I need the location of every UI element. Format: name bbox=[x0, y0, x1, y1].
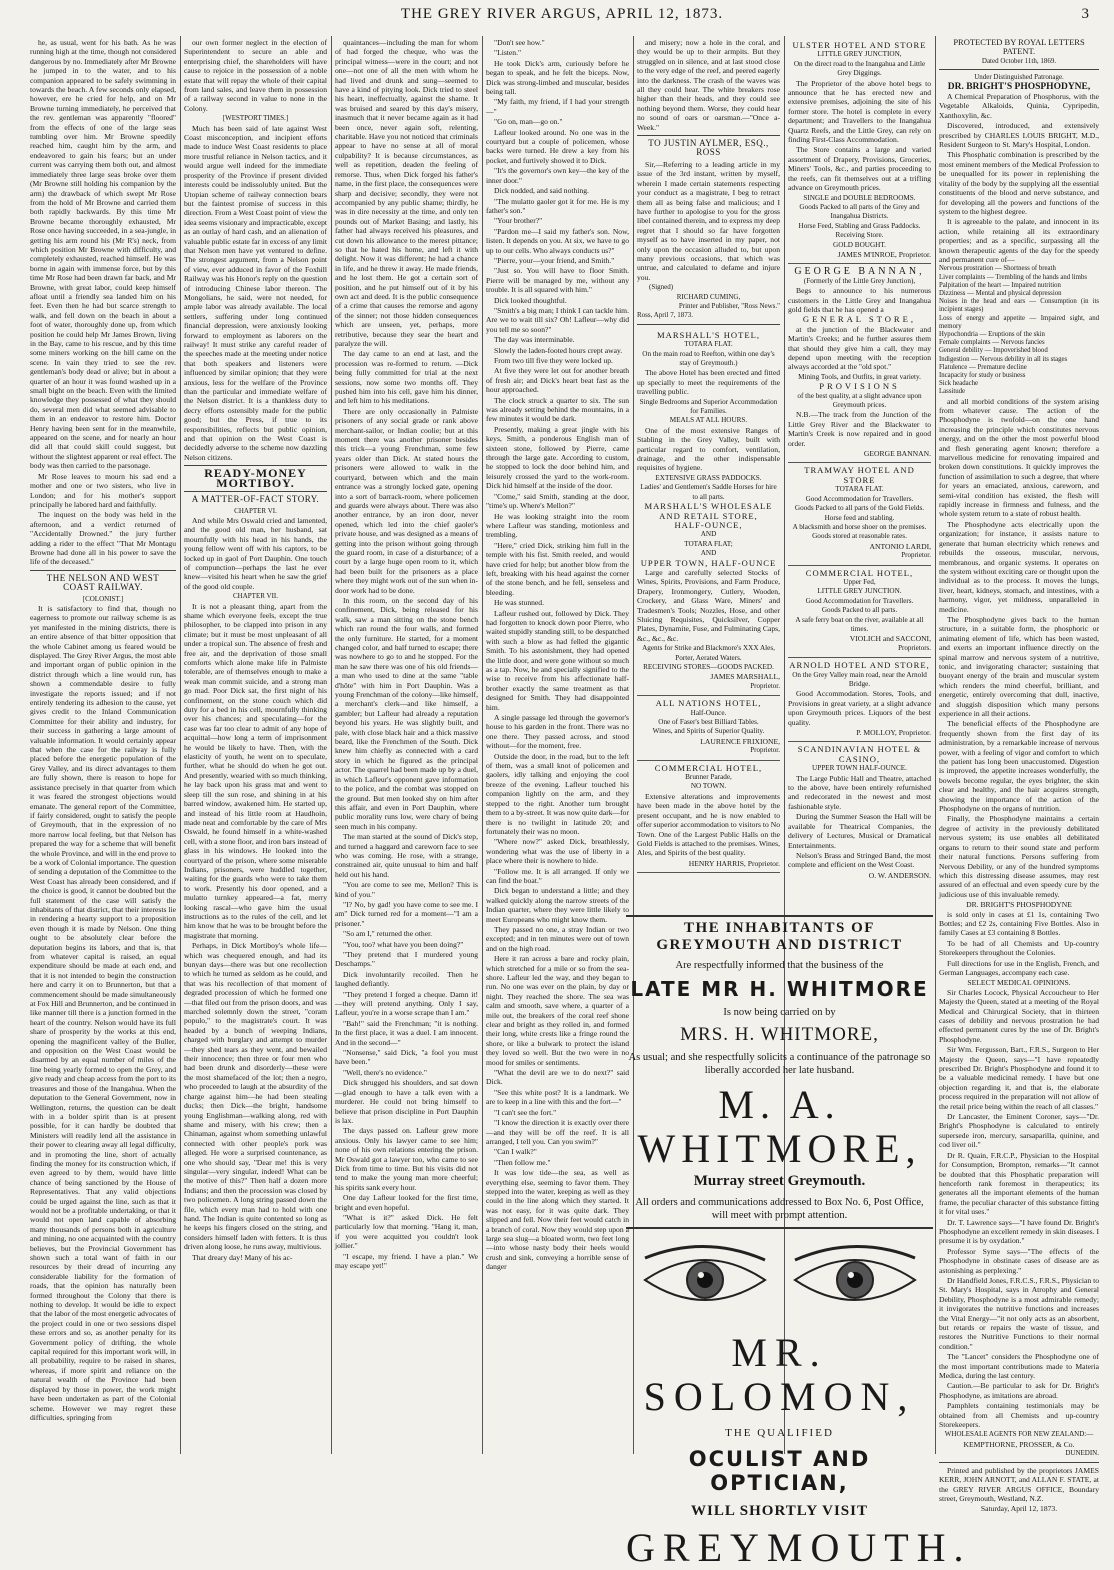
story-paragraph: "I know the direction it is exactly over there—and they will be off the reef. It is all arranged, I tell you. Can you swim?" bbox=[486, 1118, 629, 1146]
ad-line: RECEIVING STORES—GOODS PACKED. bbox=[643, 663, 774, 671]
story-paragraph: "What is it?" asked Dick. He felt particularly low that morning. "Hang it, man, if you were acquitted you couldn't look jollier." bbox=[335, 1212, 478, 1251]
ad-body: Pamphlets containing testimonials may be obtained from all Chemists and up-country Storekeepers. bbox=[939, 1401, 1099, 1430]
whitmore-line: As usual; and she respectfully solicits a continuance of the patronage so liberally accorded her late husband. bbox=[628, 1052, 931, 1076]
story-paragraph: Dick nodded, and said nothing. bbox=[494, 186, 589, 196]
ad-subtitle: LITTLE GREY JUNCTION, bbox=[817, 50, 902, 59]
ad-body: is sold only in cases at £1 1s, containing Two Bottles; and £2 2s, containing Five Bottles. Also in family Cases at £3 containing 8 Bottles. bbox=[939, 909, 1099, 938]
column-rule bbox=[180, 36, 181, 1454]
story-paragraph: "Pardon me—I said my father's son. Now, listen. It depends on you. At six, we have to go up to our cells. Who always conducts us?" bbox=[486, 226, 629, 255]
ad-body: One of the most extensive Ranges of Stabling in the Grey Valley, built with particular regard to comfort, ventilation, drainage, and the other indispensable requisites of hygiene. bbox=[637, 425, 780, 473]
ad-body: at the junction of the Blackwater and Martin's Creeks; and he further assures them that should they give him a call, they may depend upon meeting with the reception always accorded at the "old spot." bbox=[788, 324, 931, 372]
ad-proprietor: P. MOLLOY, Proprietor. bbox=[856, 728, 931, 738]
story-paragraph: Outside the door, in the road, but to the left of them, was a small knot of policemen and gaolers, idly talking and enjoying the cool breeze of the evening. Lafleur touched his companion lightly on the arm, and they stepped to the right. Another turn brought them to a by-street. It was now quite dark—for there is no twilight in latitude 20; and fortunately their was no moon. bbox=[486, 751, 629, 836]
story-paragraph: quaintances—including the man for whom of had forged the cheque, who was the principal witness—were in the court; and not one—not one of all the men with whom he had lived and drunk and sung—seemed to have a kind of pitying look. Dick tried to steel his heart, ineffectually, against the shame. It was bruised and seared by this day's misery, inasmuch that it never became again as it had been once, never again soft, relenting, charitable. Have you not noticed that criminals appear to have no sense at all of moral culpability? It is because circumstances, as well as repetition, deaden the feeling of remorse. Thus, when Dick forged his father's name, in the first place, the consequences were sharp and decisive; secondly, they were not accompanied by any public shame; thirdly, he was in dire necessity at the time, and only ten pounds out of Market Basing; and lastly, his father had always received his pleasures, and cut down his allowance to the merest pittance; so that he hated his home, and left it with delight. Now it was different; he had a chance in life, and he threw it away. He made friends, and he lost them. He got a certain sort of position, and he put himself out of it by his own act and deed. It is the public consequence of a crime that causes the remorse and agony of the sinner; not those hidden consequences which are unseen, yet, perhaps, more retributive, because they sear the heart and paralyze the will. bbox=[335, 38, 478, 348]
letter-signer: RICHARD CUMING, bbox=[676, 292, 741, 301]
page-number: 3 bbox=[1081, 6, 1090, 22]
ad-line: MARSHALL'S WHOLESALE AND RETAIL STORE, bbox=[644, 501, 773, 521]
ad-proprietor: JAMES MARSHALL, bbox=[710, 672, 780, 682]
story-paragraph: "They pretend that I murdered young Deschamps." bbox=[335, 950, 478, 969]
article-paragraph: The inquest on the body was held in the afternoon, and a verdict returned of "Accidentally Drowned." the jury further adding a rider to the effect "That Mr Montagu Browne had done all in his power to save the life of the deceased." bbox=[30, 510, 176, 567]
opinion-paragraph: Professor Syme says—"The effects of the Phosphodyne in obstinate cases of disease are as astonishing as perplexing." bbox=[939, 1246, 1099, 1275]
ad-line: Goods stored at reasonable rates. bbox=[812, 532, 907, 541]
story-paragraph: Dick shrugged his shoulders, and sat down—glad enough to have a talk even with a murderer. He could not bring himself to believe that prison discipline in Port Dauphin is lax. bbox=[335, 1078, 478, 1125]
ad-line: TOTARA FLAT; bbox=[684, 539, 733, 548]
story-paragraph: "Your brother?" bbox=[494, 216, 543, 226]
story-paragraph: From two till five they were locked up. bbox=[494, 356, 613, 365]
letter-body: Sir,—Referring to a leading article in my issue of the 3rd instant, written by myself, wherein I made certain statements respecting your conduct as a magistrate, I beg to retract them all as being false and malicious; and I have further to apologise to you for the gross libel contained therein, and to express my deep regret that I should so far have forgotten myself as to have inserted in my paper, not only upon the occasion alluded to, but upon many previous occasions, that which was untrue, and calculated to defame and injure you. bbox=[637, 159, 780, 282]
ad-line: Horse feed and stabling. bbox=[824, 513, 895, 522]
ad-body: During the Summer Season the Hall will be available for Theatrical Companies, the delivery of Lectures, Musical or Dramatical Entertainments. bbox=[788, 812, 931, 850]
masthead-title: THE GREY RIVER ARGUS, APRIL 12, 1873. bbox=[400, 6, 724, 22]
ad-proprietor: GEORGE BANNAN. bbox=[863, 449, 931, 459]
story-paragraph: Lafleur looked around. No one was in the courtyard but a couple of policemen, whose backs were turned. He drew a key from his pocket, and furtively showed it to Dick. bbox=[486, 127, 629, 165]
whitmore-name: M. A. WHITMORE, bbox=[637, 1082, 922, 1171]
story-paragraph: It was low tide—the sea, as well as everything else, seeming to favor them. They stepped into the water, keeping as well as they could in the line along which they started. It was not easy, for it was quite dark. They slipped and fell. Now their feet would catch in a branch of coral. Now they would step upon a large sea slug—a bloated worm, two feet long—into whose nasty body their heels would crush and sink, conveying a horrible sense of danger bbox=[486, 1168, 629, 1272]
ad-proprietor: LAURENCE FRIXIONE, bbox=[700, 736, 780, 746]
column-6 bbox=[788, 38, 931, 900]
ad-line: SINGLE and DOUBLE BEDROOMS. bbox=[803, 193, 916, 202]
ad-line: HALF-OUNCE, bbox=[674, 519, 743, 530]
patent-date: Dated October 11th, 1869. bbox=[981, 56, 1057, 65]
story-paragraph: "I escape, my friend. I have a plan." We may escape yet!" bbox=[335, 1251, 478, 1270]
patronage-line: Under Distinguished Patronage. bbox=[974, 73, 1064, 82]
divider bbox=[939, 1462, 1099, 1463]
solomon-visit: WILL SHORTLY VISIT bbox=[691, 1503, 868, 1519]
divider bbox=[626, 915, 933, 917]
column-2 bbox=[184, 38, 327, 1454]
story-paragraph: "You are come to see me, Mellon? This is kind of you." bbox=[335, 880, 478, 899]
story-paragraph: A single passage led through the governor's house to his garden in the front. There was no one there. They passed across, and stood without—for the moment, free. bbox=[486, 713, 629, 751]
ad-title: TRAMWAY HOTEL AND STORE bbox=[804, 465, 915, 485]
article-heading: THE NELSON AND WEST COAST RAILWAY. bbox=[46, 572, 160, 593]
ad-body: Full directions for use in the English, French, and German Languages, accompany each case. bbox=[939, 958, 1099, 977]
ad-subtitle: On the Grey Valley main road, near the Arnold Bridge. bbox=[792, 670, 927, 688]
ad-commercial-hotel-no-town bbox=[637, 761, 780, 873]
ad-body: and all morbid conditions of the system arising from whatever cause. The action of the Phosphodyne is twofold—on the one hand increasing the principle which constitutes nervous energy, and on the other the most powerful blood and flesh generating agent known; therefore a marvellous medicine for renovating impaired and broken down constitutions. It quickly improves the function of assimilation to such a degree, that where for years an emaciated, anxious, careworn, and semi-vital condition has existed, the flesh will rapidly increase in firmness and fulness, and the whole system return to a state of robust health. bbox=[939, 396, 1099, 519]
story-paragraph: "So am I," returned the other. bbox=[343, 929, 433, 939]
product-subtitle: DR. BRIGHT'S PHOSPHODYNE bbox=[966, 900, 1072, 910]
story-paragraph: "You, too? what have you been doing?" bbox=[343, 939, 464, 949]
story-paragraph: Here it ran across a bare and rocky plain, which stretched for a mile or so from the sea-shore. Lafleur led the way, and they began to run. No one was ever on the plain, by day or night. They reached the shore. The sea was calm and smooth, save where, a quarter of a mile out, the breakers of the coral reef shone clear and bright as they rolled in, and formed their long, white crests like a fringe round the shore, or like a bulwark to protect the island they loved so well. But the two were in no mood for smiles or sentiments. bbox=[486, 954, 629, 1067]
ailment-item: Incapacity for study or business bbox=[939, 371, 1026, 379]
ad-body: Extensive alterations and improvements have been made in the above hotel by the present occupant, and he is now enabled to offer superior accommodation to visitors to No Town. One of the Largest Public Halls on the Gold Fields is attached to the premises. Wines, Ales, and Spirits of the best quality. bbox=[637, 791, 780, 858]
story-paragraph: Dick looked thoughtful. bbox=[494, 295, 567, 305]
story-paragraph: At five they were let out for another breath of fresh air; and Dick's heart beat fast as the hour approached. bbox=[486, 366, 629, 395]
article-paragraph: he, as usual, went for his bath. As he was running high at the time, though not considered dangerous by no. Immediately after Mr Browne he jumped in to the water, and to his companion appeared to be safely swimming in towards the beach. A few seconds only elapsed, however, ere he cried for help, and on Mr Browne turning immediately, he perceived that the rev. gentleman was apparently "floored" from the effects of one of the large seas tumbling over him. Mr Browne speedily reached him, caught him by the arm, and endeavored to gain his fears; but an under current was carrying them both out, and almost immediately three large seas broke over them (Mr Browne still holding his companion by the arm) the drawback of which swept Mr Rose from the hold of Mr Browne and carried them both rapidly backwards. By this time Mr Browne became thoroughly exhausted, Mr Rose once having succeeded, in a sea-jungle, in getting his arm round his (Mr R's) neck, from which position Mr Browne with difficulty, and completely exhausted, reached himself. He was borne in again with immense force, but by this time Mr Rose had been drawn far back, and Mr Browne, with great labor, could keep himself afloat until a friendly sea landed him on his feet. Even then he had but scarce strength to walk, and fell down on the beach in about a foot of water, thoroughly done up, from which position he could help Mr James Brown, living in the Bay, came to his rescue, and by this time some miners working on the hill came on the scene. In vain they tried to see the rev. gentleman's body dead or alive; but in about a quarter of an hour it was found washed up in a small bight on the beach. Even with the limited knowledge they possessed of what they should do, several men did what seemed advisable to them in an endeavor to restore him. Doctor Henry having been sent for in the meanwhile, appeared on the scene, and for nearly an hour did all that could skill could suggest, but without the slightest apparent or real effect. The body was then carried to the parsonage. bbox=[30, 38, 176, 471]
ad-subtitle: NO TOWN. bbox=[690, 782, 727, 791]
ailment-item: Flatulence — Premature decline bbox=[939, 363, 1027, 371]
chapter-heading: CHAPTER VI. bbox=[234, 506, 277, 515]
letter-signer-title: Printer and Publisher, "Ross News." bbox=[678, 301, 780, 310]
story-paragraph: The day came to an end at last, and the procession was re-formed to return. —Dick being fully committed for trial at the next sessions, now some two months off. They pushed him into his cell, gave him his dinner, and left him to his meditations. bbox=[335, 349, 478, 406]
whitmore-line: All orders and communications addressed to Box No. 6, Post Office, will meet with prompt attention. bbox=[635, 1197, 924, 1221]
ad-body: To be had of all Chemists and Up-country Storekeepers throughout the Colonies. bbox=[939, 938, 1099, 958]
ailment-list bbox=[939, 265, 1099, 396]
column-rule bbox=[331, 36, 332, 1454]
column-1 bbox=[30, 38, 176, 1454]
ad-line: GOLD BOUGHT. bbox=[833, 240, 886, 249]
article-paragraph: Mr Rose leaves to mourn his sad end a mother and one or two sisters, who live in London; and for his mother's support principally he labored hard and faithfully. bbox=[30, 471, 176, 509]
ad-line: Good Accommodation for Travellers. bbox=[805, 596, 914, 605]
ad-line: One of Faser's best Billiard Tables. bbox=[658, 718, 759, 727]
ad-body: N.B.—The track from the Junction of the Little Grey River and the Blackwater to Martin's Creek is now repaired and in good order. bbox=[788, 410, 931, 448]
product-title: DR. BRIGHT'S PHOSPHODYNE, bbox=[947, 81, 1091, 92]
ad-line: UPPER TOWN, HALF-OUNCE bbox=[640, 557, 777, 568]
ad-title: SCANDINAVIAN HOTEL & CASINO, bbox=[797, 744, 922, 764]
column-3 bbox=[335, 38, 478, 1454]
divider bbox=[939, 69, 1099, 70]
story-paragraph: The man started at the sound of Dick's step, and turned a haggard and careworn face to see who was coming. He rose, with a strange, constrained air, quite unusual to him and half held out his hand. bbox=[335, 832, 478, 879]
ad-scandinavian-hotel bbox=[788, 742, 931, 884]
ad-proprietor: O. W. ANDERSON. bbox=[868, 870, 931, 880]
story-paragraph: The clock struck a quarter to six. The sun was already setting behind the mountains, in a few minutes it would be dark. bbox=[486, 395, 629, 424]
ailment-item: Female complaints — Nervous fancies bbox=[939, 339, 1045, 347]
story-paragraph: "They pretend I forged a cheque. Damn it!—they will pretend anything. Only I say, Lafleur, you're in a worse scrape than I am." bbox=[335, 989, 478, 1018]
story-paragraph: He was stunned. bbox=[494, 598, 544, 608]
ailment-item: Noises in the head and ears — Consumption (in its incipient stages) bbox=[939, 298, 1099, 314]
story-paragraph: Dick involuntarily recoiled. Then he laughed defiantly. bbox=[335, 969, 478, 989]
solomon-qualified: THE QUALIFIED bbox=[725, 1427, 834, 1439]
letter-signed: (Signed) bbox=[649, 283, 674, 292]
ad-line: of the best quality, at a slight advance upon Greymouth prices. bbox=[797, 391, 922, 410]
ad-subtitle: TOTARA FLAT. bbox=[835, 485, 884, 494]
story-subtitle: A MATTER-OF-FACT STORY. bbox=[191, 494, 320, 505]
whitmore-late: LATE MR H. WHITMORE bbox=[630, 977, 929, 1001]
story-paragraph: "Don't see how." bbox=[494, 38, 545, 47]
story-paragraph: In this room, on the second day of his confinement, Dick, being released for his walk, saw a man sitting on the stone bench which ran round the four walls, and formed the only furniture. He started, for a moment changed color, and half turned to escape; there was nowhere to go to and he stopped. For the man he saw there was one of his old friends—a man who used to dine at the same "table d'hôte" with him in Port Dauphin. Was a young Frenchman of the colony—like himself, a merchant's clerk—and like himself, a gambler; but Lafleur had already a reputation beyond his years. He was slightly built, and pale, with close black hair and a thick massive beard, like the Frenchmen of the South. Dick knew him chiefly as connected with a card story in which he figured as the principal actor. The quarrel had been made up by a duel, in which Lafleur's opponent gave information to the police, and the combat was stopped on the ground. But men looked shy on him after this affair, and even in Port Dauphin, where public morality runs low, were chary of being seen much in his company. bbox=[335, 595, 478, 831]
column-7 bbox=[939, 37, 1099, 1514]
ailment-item: Lassitude bbox=[939, 388, 966, 396]
story-paragraph: "The mulatto gaoler got it for me. He is my father's son." bbox=[486, 196, 629, 215]
story-paragraph: Presently, making a great jingle with his keys, Smith, a ponderous English man of sixteen stone, followed by Pierre, came through the large gate. According to custom, he stopped to lock the door behind him, and leisurely crossed the yard to the work-room. Dick hid himself at the inside of the door. bbox=[486, 424, 629, 491]
opinion-paragraph: Dr. T. Lawrence says—"I have found Dr. Bright's Phosphodyne an excellent remedy in skin diseases. I presume it is by oxydation." bbox=[939, 1217, 1099, 1246]
ad-subtitle: Brunner Parade, bbox=[685, 773, 732, 782]
opinion-paragraph: Dr Handfield Jones, F.R.C.S., F.R.S., Physician to St. Mary's Hospital, says in Atrophy and General Debility, Phosphodyne is a most admirable remedy; it invigorates the nutritive functions and increases the Vital Energy—"it not only acts as an absorbent, but retards or repairs the waste of tissue, and restores the Nutritive Functions to their normal condition." bbox=[939, 1275, 1099, 1351]
ad-arnold-hotel bbox=[788, 658, 931, 742]
letter-heading: TO JUSTIN AYLMER, ESQ., ROSS bbox=[648, 138, 769, 158]
ad-proprietor-title: Proprietor. bbox=[901, 551, 931, 560]
ailment-item: Hypochondria — Eruptions of the skin bbox=[939, 330, 1045, 338]
story-paragraph: He was looking straight into the room where Lafleur was standing, motionless and trembling. bbox=[486, 511, 629, 540]
story-paragraph: That dreary day! Many of his ac- bbox=[192, 1252, 293, 1262]
patent-heading: PROTECTED BY ROYAL LETTERS PATENT. bbox=[953, 37, 1085, 57]
ad-title: ARNOLD HOTEL AND STORE, bbox=[789, 660, 930, 671]
ad-line: Good Accommodation for Travellers. bbox=[805, 494, 914, 503]
story-paragraph: Dick began to understand a little; and they walked quickly along the narrow streets of the Indian quarter, where they were little likely to meet Europeans who might know them. bbox=[486, 886, 629, 924]
opinion-paragraph: Sir Wm. Fergusson, Bart., F.R.S., Surgeon to Her Majesty the Queen, says—"I have repeatedly prescribed Dr. Bright's Phosphodyne and found it to be a valuable medicinal remedy. I have but one objection regarding it, and that is, the elaborate process required in the preparation will not allow of the retail price being within the reach of all classes." bbox=[939, 1045, 1099, 1111]
column-rule bbox=[935, 36, 936, 1454]
ailment-item: Liver complaints — Trembling of the hands and limbs bbox=[939, 273, 1088, 281]
ad-subtitle: UPPER TOWN HALF-OUNCE. bbox=[812, 764, 907, 773]
whitmore-heading: THE INHABITANTS OF GREYMOUTH AND DISTRICT bbox=[656, 920, 903, 953]
article-source: [COLONIST.] bbox=[82, 594, 124, 603]
ad-line: On the main road to Reefton, within one day's stay of Greymouth.) bbox=[642, 349, 775, 367]
ad-body: The Proprietor of the above hotel begs to announce that he has erected new and extensive premises, adjoining the site of his former store. The hotel is complete in every department; and Travellers to the Inangahua Quartz Reefs, and the Little Grey, can rely on finding First-Class Accommodation. bbox=[788, 78, 931, 145]
agents-city: DUNEDIN. bbox=[1065, 1449, 1099, 1458]
ad-body: The beneficial effects of the Phosphodyne are frequently shown from the first day of its administration, by a remarkable increase of nervous power, with a feeling of vigor and comfort to which the patient has long been unaccustomed. Digestion is improved, the appetite increases wonderfully, the bowels become regular, the eyes brighter, the skin clear and healthy, and the hair acquires strength, showing the importance of the action of the Phosphodyne on the organs of nutrition. bbox=[939, 719, 1099, 814]
ad-tramway-hotel bbox=[788, 463, 931, 565]
ad-line: AND bbox=[700, 549, 717, 558]
ad-body: The above Hotel has been erected and fitted up specially to meet the requirements of the travelling public. bbox=[637, 368, 780, 397]
ailment-item: General debility — Impoverished blood bbox=[939, 347, 1048, 355]
story-paragraph: They passed no one, a stray Indian or two excepted; and in ten minutes were out of town and on the high road. bbox=[486, 924, 629, 953]
ad-george-bannan bbox=[788, 264, 931, 463]
ad-body: It is agreeable to the palate, and innocent in its action, while retaining all its extraordinary properties; and as a specific, surpassing all the known therapeutic agents of the day for the speedy and permanent cure of— bbox=[939, 217, 1099, 264]
whitmore-mrs: MRS. H. WHITMORE, bbox=[680, 1024, 879, 1045]
opinions-heading: SELECT MEDICAL OPINIONS. bbox=[967, 978, 1071, 988]
divider bbox=[184, 491, 327, 492]
article-paragraph: It is satisfactory to find that, though no eagerness to promote our railway scheme is as yet manifested in the mining districts, there is an entire absence of that bitter opposition that the whole Cabinet among us feared would be displayed. The Grey River Argus, the most able and important organ of public opinion in the district through which a line would run, has shown a commendable desire to fully investigate the reports issued; and if not entirely tendering its adhesion to the cause, yet gives credit to the Inland Communication Committee for their ability and industry, for their success in gathering a large amount of valuable information. It would certainly appear that when the case for the railway is fully placed before the energetic population of the Grey Valley, and its direct advantages to them are fully shown, there is reason to hope for assistance precisely in that quarter from which it was feared the strongest objections would emanate. The general report of the Committee, if fairly considered, ought to satisfy the people of Greymouth, that in the expression of no more narrow local feeling, but that Nelson has prepared the way for a scheme that will benefit the whole Province, and will in the end prove to be a work of Colonial importance. The question of sending a deputation of the Committee to the West Coast has already been considered, and if the choice is good, it cannot be doubted but the full statement of the case will satisfy the inhabitants of that district, that their interests lie in rendering a hearty support to a proposition even though it is made by Nelson. One thing ought to be absolutely clear before the deputation begins its labors, and that is, that from whatever capital is raised, an equal expenditure should be made at each end, and that it is not intended to begin the construction here and carry it on to Brunnerton, but that a commencement should be made simultaneously at Fox Hill and Brunnerton, and be continued in like manner till there is a junction formed in the heart of the country. Nelson would have its full share of prosperity by the works at this end, opening the magnificent valley of the Buller, and opposition on the West Coast would be disarmed by an equal number of miles of the line being yearly formed to open the Grey, and give ready and cheap access from the port to its treasures and those of the Inangahua. When the deputation to the General Government, now in Wellington, returns, the question can be dealt with in a bolder spirit than is at present possible, for it can hardly be doubted that Ministers will readily lend all the assistance in their power to clearing away all legal difficulty, and in promoting the line, short of actually finding the money for its construction which, if even agreed to by them, would have little chance of being sanctioned by the House of Representatives. That any valid objections could be urged against the line, such as that it would not be a profitable undertaking, or that it would not open land capable of absorbing many thousands of persons both in agriculture and mining, no one acquainted with the country believes, but the Provincial Government has shown such a total want of faith in our resources by their dread of incurring any considerable liability for the formation of roads, that the opinion has naturally been formed throughout the Colony that there is nothing to develop. It would be idle to expect that the labor of the most energetic advocates of the project could in one or two sessions dispel these errors and so, as another penalty for its Government policy of drifting, the whole capital required for this important work will, in all probability, require to be raised in shares, whereas, if more spirit and reliance on the natural wealth of the Province had been displayed by those in power, the work might have been undertaken as part of the Colonial scheme. However we may regret these difficulties, springing from bbox=[30, 603, 176, 1422]
story-paragraph: "It's the governor's own key—the key of the inner door." bbox=[486, 166, 629, 185]
story-paragraph: He took Dick's arm, curiously before he began to speak, and he felt the biceps. Now, Dick was strong-limbed and muscular, besides being tall. bbox=[486, 58, 629, 97]
story-title: READY-MONEY MORTIBOY. bbox=[204, 466, 307, 490]
ad-marshalls-hotel bbox=[637, 328, 780, 696]
ad-subtitle: Half-Ounce. bbox=[690, 708, 727, 717]
ad-line: GENERAL STORE, bbox=[802, 314, 917, 325]
story-paragraph: "Bah!" said the Frenchman; "it is nothing. In the first place, it was a duel. I am innocent. And in the second—" bbox=[335, 1018, 478, 1047]
divider bbox=[30, 570, 176, 571]
ad-line: Goods Packed to all parts of the Grey and Inangahua Districts. bbox=[799, 202, 920, 221]
ad-line: Wines, and Spirits of Superior Quality. bbox=[652, 727, 765, 736]
ad-proprietor: JAMES M'INROE, Proprietor. bbox=[837, 249, 931, 259]
ad-commercial-hotel-upper-fed bbox=[788, 566, 931, 659]
ad-subtitle: (Formerly of the Little Grey Junction), bbox=[803, 276, 916, 285]
ad-line: MEALS AT ALL HOURS. bbox=[669, 416, 748, 425]
agents-name: KEMPTHORNE, PROSSER, & Co. bbox=[963, 1439, 1075, 1449]
ad-body: The Large Public Hall and Theatre, attached to the above, have been entirely refurnished and redecorated in the newest and most fashionable style. bbox=[788, 773, 931, 811]
whitmore-solomon-ad bbox=[626, 912, 972, 1570]
story-paragraph: The days passed on. Lafleur grew more anxious. Only his lawyer came to see him; none of his own relations entering the prison. Mr Oswald got a lawyer too, who came to see Dick from time to time. But his visits did not tend to make the young man more cheerful; his spirits sank every hour. bbox=[335, 1126, 478, 1192]
solomon-profession: OCULIST AND OPTICIAN, bbox=[688, 1447, 871, 1495]
chapter-heading: CHAPTER VII. bbox=[233, 592, 278, 601]
whitmore-line: Are respectfully informed that the business of the bbox=[675, 960, 884, 971]
story-paragraph: Slowly the laden-footed hours crept away. bbox=[494, 345, 623, 355]
story-paragraph: "Pierre, your—your friend, and Smith." bbox=[494, 255, 615, 265]
ad-ulster-hotel bbox=[788, 38, 931, 264]
opinion-paragraph: Dr R. Quain, F.R.C.P., Physician to the Hospital for Consumption, Brompton, remarks—"It cannot be doubted that this Phosphatic preparation will henceforth rank foremost in therapeutics; its generates all the important elements of the human frame, the peculiar character of this substance fitting it for vital uses." bbox=[939, 1150, 1099, 1217]
story-paragraph: "Follow me. It is all arranged. If only we can find the boat." bbox=[486, 866, 629, 885]
opinion-paragraph: The "Lancet" considers the Phosphodyne one of the most important contributions made to Materia Medica, during the last century. bbox=[939, 1352, 1099, 1381]
story-paragraph: "What the devil are we to do next?" said Dick. bbox=[486, 1068, 629, 1087]
story-paragraph: "Come," said Smith, standing at the door, "time's up. Where's Mellon?" bbox=[486, 491, 629, 511]
ad-line: Single Bedrooms and Superior Accommodation for Families. bbox=[639, 397, 778, 416]
ad-line: Goods Packed to all parts of the Gold Fields. bbox=[794, 504, 925, 513]
story-paragraph: "Can I walk?" bbox=[494, 1147, 537, 1157]
story-paragraph: "Here," cried Dick, striking him full in the temple with his fist. Smith reeled, and would have cried for help; but another blow from the left, breaking with his head against the corner of the stone bench, and he fell, senseless and bleeding. bbox=[486, 540, 629, 597]
story-paragraph: "Smith's a big man; I think I can tackle him. Are we to wait till six? Oh! Lafleur—why did you tell me so soon?" bbox=[486, 305, 629, 334]
ad-line: Mining Tools, and Outfits, in great variety. bbox=[798, 372, 921, 381]
ad-proprietor: ANTONIO LARDI, bbox=[869, 541, 931, 551]
caution-paragraph: Caution.—Be particular to ask for Dr. Bright's Phosphodyne, as imitations are abroad. bbox=[939, 1381, 1099, 1400]
story-paragraph: And while Mrs Oswald cried and lamented, and the good old man, her husband, sat mournfully with his head in his hands, the young fellow went off with his captors, to be locked up in gaol of Port Dauphin. One touch of compunction—perhaps the last he ever knew—visited his heart when he saw the grief of the good old couple. bbox=[184, 515, 327, 591]
opinion-paragraph: Dr Lancaster, the Eminent Coroner, says—"Dr. Bright's Phosphodyne is calculated to entirely supersede iron, mercury, sarsaparilla, quinine, and cod liver oil." bbox=[939, 1112, 1099, 1150]
ad-body: The Phosphodyne gives back to the human structure, in a suitable form, the phosphoric or animating element of life, which has been wasted, and exerts an important influence directly on the spinal marrow and nervous system of a nutritive, tonic, and invigorating character; sustaining that buoyant energy of the brain and muscular system which renders the mind cheerful, brilliant, and energetic, entirely overcoming that dull, inactive, and sluggish disposition which many persons experience in all their actions. bbox=[939, 614, 1099, 718]
ad-proprietor: VIOLICH and SACCONI, bbox=[849, 634, 931, 644]
imprint: Printed and published by the proprietors JAMES KERR, JOHN ARNOTT, and ALLAN F. STATE, at the GREY RIVER ARGUS OFFICE, Boundary street, Greymouth, Westland, N.Z. bbox=[939, 1465, 1099, 1503]
ad-body: Large and carefully selected Stocks of Wines, Spirits, Provisions, and Farm Produce, Drapery, Ironmongery, Cutlery, Wooden, Crockery, and Glass Ware, Miners' and Tradesmen's Tools; Nozzles, Hose, and other Sluicing Requisites, Quicksilver, Copper Plates, Dynamite, Fuse, and Fulminating Caps, &c., &c., &c. bbox=[637, 567, 780, 643]
ad-body: This Phosphatic combination is prescribed by the most eminent members of the Medical Profession to be unequalled for its power in replenishing the vitality of the body by the supplying all the essential constituents of the blood and nerve substance, and for developing all the powers and functions of the system to the highest degree. bbox=[939, 150, 1099, 216]
article-source: [WESTPORT TIMES.] bbox=[222, 114, 289, 123]
ad-subtitle: LITTLE GREY JUNCTION. bbox=[817, 587, 902, 596]
article-paragraph: Much has been said of late against West Coast misconception, and incipient efforts made to induce West Coast residents to place more trustful reliance in Nelson tactics, and it would argue well indeed for the immediate prosperity of the Province if present divided interests could be indissolubly united. But the Utopian scheme of railway connection bears but the faintest promise of success in this direction. From a West Coast point of view the idea seems visionary and impracticable, except as an outlay of hard cash, and an alienation of valuable public estate far in excess of any limit that Nelson men have yet ventured to define. The strongest argument, from a Nelson point of view, ever adduced in favor of the Foxhill Railway was his Honor's reply on the question of introducing Chinese labor thereon. The Mongolians, he said, were not needed, for ample labor was already available. The local settlers, suffering under long continued financial depression, were anxiously looking forward to employment as laborers on the railway! It must strike any careful reader of the speeches made at the meeting under notice that both speakers and listeners were influenced by similar opinion; that they were anxious, less for the welfare of the Province than the particular and immediate welfare of the Nelson district. It is a thankless duty to decry efforts ostensibly made for the public good; but the Press, if true to its responsibilities, reflects but public opinion, and that opinion on the West Coast is decidedly adverse to the scheme now dazzling Nelson citizens. bbox=[184, 123, 327, 462]
ad-line: AND bbox=[700, 530, 717, 539]
story-paragraph: Perhaps, in Dick Mortiboy's whole life—which was chequered enough, and had its bunyan days—there was but one recollection to which he turned as seldom as he could, and that was his recollection of that moment of degraded procession of which he formed one—that filed out from the prison doors, and was marched solemnly down the street, "coram populo," to the magistrate's court. It was headed by a bunch of weeping Indians, charged with burglary and attempt to murder—they shed tears as they went, and bewailed their innocence; then three or four men who had been drunk and disorderly—these were the most shamefaced of the lot; then a negro, who proceeded to laugh at the absurdity of the charge against him—he had been stealing ducks; then Dick—the bright, handsome young Englishman—walking along, red with shame and misery, with his crew; then a Chinaman, against whom something unlawful connected with other people's pork was alleged. He wore a surprised countenance, as one who should say, "Dear me! this is very singular—very singular, indeed! What can be the motive of this?" Then half a dozen more Indians; and then the procession was closed by two policemen. A long string passed down the file, which every man had to hold with one hand. The Indian is quite contented so long as he keeps his fingers closed on the string, and considers himself laden with fetters. It is thus driven along loose, he runs away, multivious. bbox=[184, 941, 327, 1252]
ailment-item: Nervous prostration — Shortness of breath bbox=[939, 265, 1056, 273]
ad-proprietor: HENRY HARRIS, Proprietor. bbox=[688, 858, 780, 868]
solomon-name: MR. SOLOMON, bbox=[643, 1330, 916, 1419]
story-paragraph: "I? No, by gad! you have come to see me. I am" Dick turned red for a moment—"I am a prisoner." bbox=[335, 899, 478, 928]
ad-title: ALL NATIONS HOTEL, bbox=[655, 698, 762, 709]
story-paragraph: "Go on, man—go on." bbox=[494, 117, 563, 127]
story-paragraph: "See this white post? It is a landmark. We are to keep in a line with this and the fort—" bbox=[486, 1087, 629, 1107]
solomon-town: GREYMOUTH. bbox=[626, 1525, 972, 1570]
ad-line: Agents for Strike and Blackmore's XXX Ales, Porter, Aerated Waters. bbox=[642, 644, 775, 662]
ad-subtitle: Upper Fed, bbox=[843, 577, 876, 586]
ad-title: COMMERCIAL HOTEL, bbox=[654, 762, 763, 773]
ailment-item: Palpitation of the heart — Impaired nutrition bbox=[939, 281, 1061, 289]
story-paragraph: "Nonsense," said Dick, "a fool you must have been." bbox=[335, 1048, 478, 1067]
ad-proprietor-title: Proprietors. bbox=[898, 643, 931, 652]
story-paragraph: "Well, there's no evidence." bbox=[343, 1067, 427, 1077]
eyes-illustration bbox=[635, 1240, 925, 1320]
ad-proprietor-title: Proprietor. bbox=[750, 681, 780, 690]
ad-line: A safe ferry boat on the river, available at all times. bbox=[795, 615, 924, 633]
ad-line: Horse Feed, Stabling and Grass Paddocks. Receiving Store. bbox=[798, 221, 921, 240]
story-paragraph: One day Lafleur looked for the first time, bright and even hopeful. bbox=[335, 1193, 478, 1212]
ad-line: Ladies' and Gentlemen's Saddle Horses for hire to all parts. bbox=[640, 483, 777, 501]
story-paragraph: "I can't see the fort." bbox=[494, 1107, 557, 1117]
story-paragraph: and misery; now a hole in the coral, and they would be up to their armpits. But they struggled on in silence, and at last stood close to the very edge of the reef, and peered eagerly into the darkness. The crash of the waves was all they could hear. The white breakers rose higher than their heads, and they could see nothing beyond them. Worse, they could hear no sound of oars or oarsman.—"Once a-Week." bbox=[637, 38, 780, 132]
ad-body: Good Accommodation. Stores, Tools, and Provisions in great variety, at a slight advance upon Greymouth prices. Liquors of the best quality. bbox=[788, 689, 931, 727]
ailment-item: Dizziness — Mental and physical depression bbox=[939, 289, 1062, 297]
ad-body: The Store contains a large and varied assortment of Drapery, Provisions, Groceries, Miners' Tools, &c., and parties proceeding to the reefs, can fit themselves out at a trifling advance on Greymouth prices. bbox=[788, 145, 931, 193]
ad-title: COMMERCIAL HOTEL, bbox=[805, 567, 914, 578]
masthead bbox=[30, 6, 1094, 32]
story-paragraph: "Listen." bbox=[494, 48, 522, 58]
story-paragraph: Lafleur rushed out, followed by Dick. They had forgotten to knock down poor Pierre, who waited stupidly standing still, to be despatched with such a blow as had felled the gigantic Smith. To his astonishment, they had opened the little door, and were gone without so much as a tap. Now, he and specially signified to the wise to receive from his affectionate half-brother exactly the same treatment as that designed for Smith. They had disappointed him. bbox=[486, 608, 629, 712]
ad-line: PROVISIONS bbox=[819, 381, 900, 392]
story-paragraph: The day was interminable. bbox=[494, 335, 575, 345]
divider bbox=[626, 1227, 933, 1229]
story-paragraph: "My faith, my friend, if I had your strength—" bbox=[486, 97, 629, 116]
letter-date: Ross, April 7, 1873. bbox=[637, 311, 694, 320]
ailment-item: Indigestion — Nervous debility in all its stages bbox=[939, 355, 1068, 363]
ad-proprietor-title: Proprietor. bbox=[750, 746, 780, 755]
column-5 bbox=[637, 38, 780, 900]
ad-body: Discovered, introduced, and extensively prescribed by CHARLES LOUIS BRIGHT, M.D., Resident Surgeon to St. Mary's Hospital, London. bbox=[939, 121, 1099, 150]
story-paragraph: "Then follow me." bbox=[494, 1157, 551, 1167]
imprint-date: Saturday, April 12, 1873. bbox=[980, 1504, 1058, 1514]
divider bbox=[637, 135, 780, 136]
agents-heading: WHOLESALE AGENTS FOR NEW ZEALAND:— bbox=[944, 1430, 1094, 1439]
ad-all-nations-hotel bbox=[637, 696, 780, 760]
ailment-item: Loss of energy and appetite — Impaired sight, and memory bbox=[939, 314, 1099, 330]
ad-body: Finally, the Phosphodyne maintains a certain degree of activity in the previously debilitated nervous system; its use enables all debilitated organs to return to their sound state and perform their natural functions. Persons suffering from Nervous Debility, or any of the hundred symptoms which this distressing disease assumes, may rest assured of an effectual and even speedy cure by the judicious use of this invaluable remedy. bbox=[939, 814, 1099, 899]
ad-line: On the direct road to the Inangahua and Little Grey Diggings. bbox=[793, 59, 926, 78]
story-paragraph: "Just so. You will have to floor Smith. Pierre will be managed by me, without any trouble. It is all squared with him." bbox=[486, 266, 629, 295]
article-paragraph: our own former neglect in the election of Superintendent to secure an able and enterprising chief, the shareholders will have cause to rejoice in the possession of a noble estate that will repay the whole of their capital from land sales, and leave them in possession of a railway second in value to none in the Colony. bbox=[184, 38, 327, 113]
story-paragraph: It is not a pleasant thing, apart from the shame which everyone feels, except the true philosopher, to be clapped into prison in any climate; but it must be most unpleasant of all under a tropical sun. The absence of fresh and free air, and the deprivation of those small comforts which alone make life in Palmiste tolerable, are of themselves enough to make a weak man commit suicide, and a strong man go mad. Poor Dick sat, the first night of his confinement, on the stone couch which did duty for a bed in his cell, mournfully thinking over his chances; and speculating—for the case was far too clear to admit of any hope of acquittal—how long a term of imprisonment he would be likely to have. Then, with the elasticity of youth, he went on to speculate, further, what he should do when he got out. And presently, wearied with so much thinking, he lay back upon his grass mat and went to sleep till the sun rose, and shining in at his barred window, awakened him. He started up, and instead of his little room at Haudhoin, made neat and comfortable by the care of Mrs Oswald, he found himself in a white-washed cell, with a stone floor, and iron bars instead of glass in his windows. He looked into the courtyard of the prison, where some miserable Indians, prisoners, were huddled together, waiting for the guards who were to take them to work. Presently his door opened, and a mulatto turnkey appeared—a fat, merry looking rascal—who gave him the usual instructions as to the rules of the cell, and let him know that he was to be brought before the magistrate that morning. bbox=[184, 601, 327, 940]
divider bbox=[637, 324, 780, 325]
ad-title: GEORGE BANNAN, bbox=[794, 266, 925, 278]
story-paragraph: "Where now?" asked Dick, breathlessly, wondering what was the use of liberty in a place where their is nowhere to hide. bbox=[486, 837, 629, 866]
ad-body: Begs to announce to his numerous customers in the Little Grey and Inangahua gold fields that he has opened a bbox=[788, 286, 931, 314]
column-4 bbox=[486, 38, 629, 1454]
opinion-paragraph: Sir Charles Locock, Physical Accoucheur to Her Majesty the Queen, stated at a meeting of the Royal Medical and Chirurgical Society, that in thirteen cases of debility and nervous prostration he had effected permanent cures by the use of Dr. Bright's Phosphodyne. bbox=[939, 987, 1099, 1044]
ad-body: The Phosphodyne acts electrically upon the organization; for instance, it assists nature to generate that human electricity which renews and rebuilds the osseous, muscular, nervous, membranous, and organic systems. It operates on the system without exciting care or thought upon the individual as to the process. It moves the lungs, liver, heart, kidneys, stomach, and intestines, with a harmony, vigor, yet mildness, unparalleled in medicine. bbox=[939, 519, 1099, 614]
ad-line: Goods Packed to all parts. bbox=[821, 606, 898, 615]
ad-body: Nelson's Brass and Stringed Band, the most complete and efficient on the West Coast. bbox=[788, 850, 931, 870]
story-paragraph: There are only occasionally in Palmiste prisoners of any social grade or rank above merchant-sailor, or Indian coolie; but at this moment there was another prisoner besides this trick—a young Frenchman, some few years older than Dick. At stated hours the prisoners were allowed to walk in the courtyard, between which and the main entrance was a strongly locked gate, opening into a sort of barrack-room, where policemen and guards were always about. There was also another entrance, by an iron door, never opened, which led into the chief gaoler's private house, and was designed as a means of getting into the prison without going through the guard room, in case of a disturbance; of a court by a large huge open room to it, which had been built for the prisoners as a place where they might work out of the sun when in-door work had to be done. bbox=[335, 406, 478, 595]
ad-title: MARSHALL'S HOTEL, bbox=[656, 329, 761, 340]
ad-body: A Chemical Preparation of Phosphorus, with the Vegetable Alkaloids, Quinia, Cypripedin, Xanthoxylin, &c. bbox=[939, 92, 1099, 120]
ad-title: ULSTER HOTEL AND STORE bbox=[792, 40, 927, 50]
whitmore-line: Is now being carried on by bbox=[723, 1007, 836, 1018]
whitmore-street: Murray street Greymouth. bbox=[693, 1173, 866, 1189]
ad-line: EXTENSIVE GRASS PADDOCKS. bbox=[655, 473, 762, 482]
ailment-item: Sick headache bbox=[939, 380, 979, 388]
ad-subtitle: TOTARA FLAT. bbox=[684, 340, 733, 349]
column-rule bbox=[482, 36, 483, 1454]
ad-line: A blacksmith and horse shoer on the premises. bbox=[792, 522, 927, 531]
